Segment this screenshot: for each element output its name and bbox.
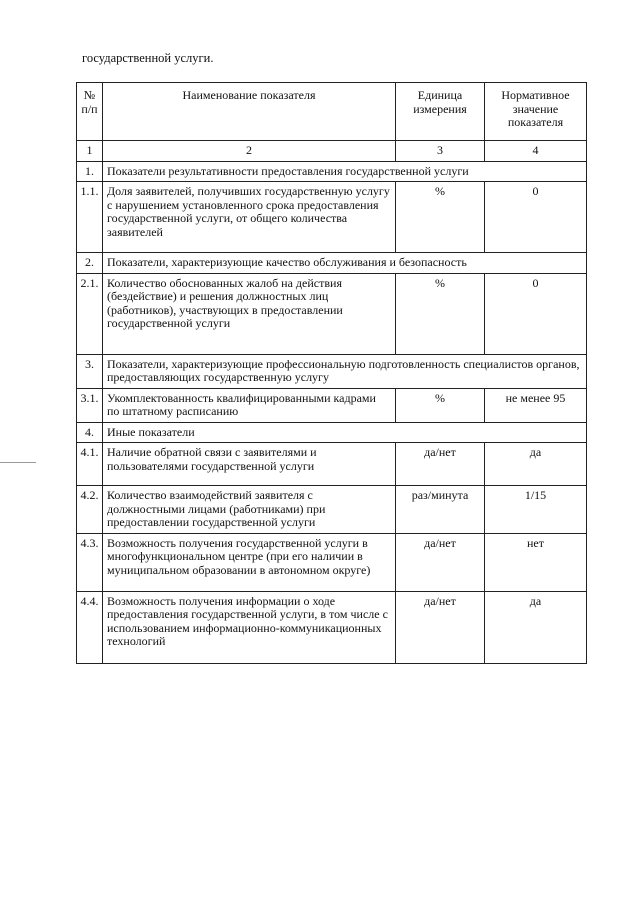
indicator-name: Количество взаимодействий заявителя с должностными лицами (работниками) при предоставлении государственной услуги [103,486,396,534]
section-title: Показатели результативности предоставления государственной услуги [103,161,587,182]
indicator-unit: % [396,182,485,253]
indicator-unit: раз/минута [396,486,485,534]
indicator-normative-value: нет [485,533,587,591]
row-number: 2.1. [77,273,103,354]
row-number: 4. [77,422,103,443]
section-title: Показатели, характеризующие профессиональную подготовленность специалистов органов, предоставляющих государственную услугу [103,354,587,388]
indicator-normative-value: 1/15 [485,486,587,534]
indicator-unit: % [396,273,485,354]
indicator-name: Возможность получения информации о ходе предоставления государственной услуги, в том числе с использованием информационно-коммуникационных технологий [103,591,396,663]
indicator-row [77,443,587,486]
lead-text: государственной услуги. [82,51,214,65]
column-number: 3 [396,141,485,162]
indicator-row [77,182,587,253]
indicator-row [77,273,587,354]
row-number: 4.1. [77,443,103,486]
indicator-unit: % [396,388,485,422]
column-number: 4 [485,141,587,162]
header-number: № п/п [77,83,103,141]
indicator-name: Наличие обратной связи с заявителями и пользователями государственной услуги [103,443,396,486]
indicator-unit: да/нет [396,533,485,591]
indicator-normative-value: да [485,443,587,486]
table-header-row [77,83,587,141]
row-number: 3.1. [77,388,103,422]
section-title: Показатели, характеризующие качество обслуживания и безопасность [103,253,587,274]
indicator-name: Возможность получения государственной услуги в многофункциональном центре (при его наличии в муниципальном образовании в автономном округе) [103,533,396,591]
indicator-row [77,486,587,534]
row-number: 4.3. [77,533,103,591]
indicator-normative-value: не менее 95 [485,388,587,422]
scan-artifact-line [0,462,36,463]
table-body [77,141,587,664]
section-row [77,161,587,182]
row-number: 2. [77,253,103,274]
row-number: 4.2. [77,486,103,534]
column-number-row [77,141,587,162]
column-number: 2 [103,141,396,162]
indicator-normative-value: 0 [485,182,587,253]
header-normative-value: Нормативное значение показателя [485,83,587,141]
indicator-name: Доля заявителей, получивших государственную услугу с нарушением установленного срока предоставления государственной услуги, от общего количества заявителей [103,182,396,253]
indicators-table [76,82,587,664]
indicator-name: Количество обоснованных жалоб на действия (бездействие) и решения должностных лиц (работников), участвующих в предоставлении государственной услуги [103,273,396,354]
section-row [77,354,587,388]
column-number: 1 [77,141,103,162]
header-unit: Единица измерения [396,83,485,141]
row-number: 3. [77,354,103,388]
row-number: 1. [77,161,103,182]
indicator-unit: да/нет [396,591,485,663]
section-row [77,253,587,274]
indicator-unit: да/нет [396,443,485,486]
section-title: Иные показатели [103,422,587,443]
indicator-normative-value: 0 [485,273,587,354]
section-row [77,422,587,443]
indicator-name: Укомплектованность квалифицированными кадрами по штатному расписанию [103,388,396,422]
indicator-row [77,533,587,591]
indicator-row [77,591,587,663]
indicator-row [77,388,587,422]
indicator-normative-value: да [485,591,587,663]
row-number: 1.1. [77,182,103,253]
header-indicator-name: Наименование показателя [103,83,396,141]
row-number: 4.4. [77,591,103,663]
